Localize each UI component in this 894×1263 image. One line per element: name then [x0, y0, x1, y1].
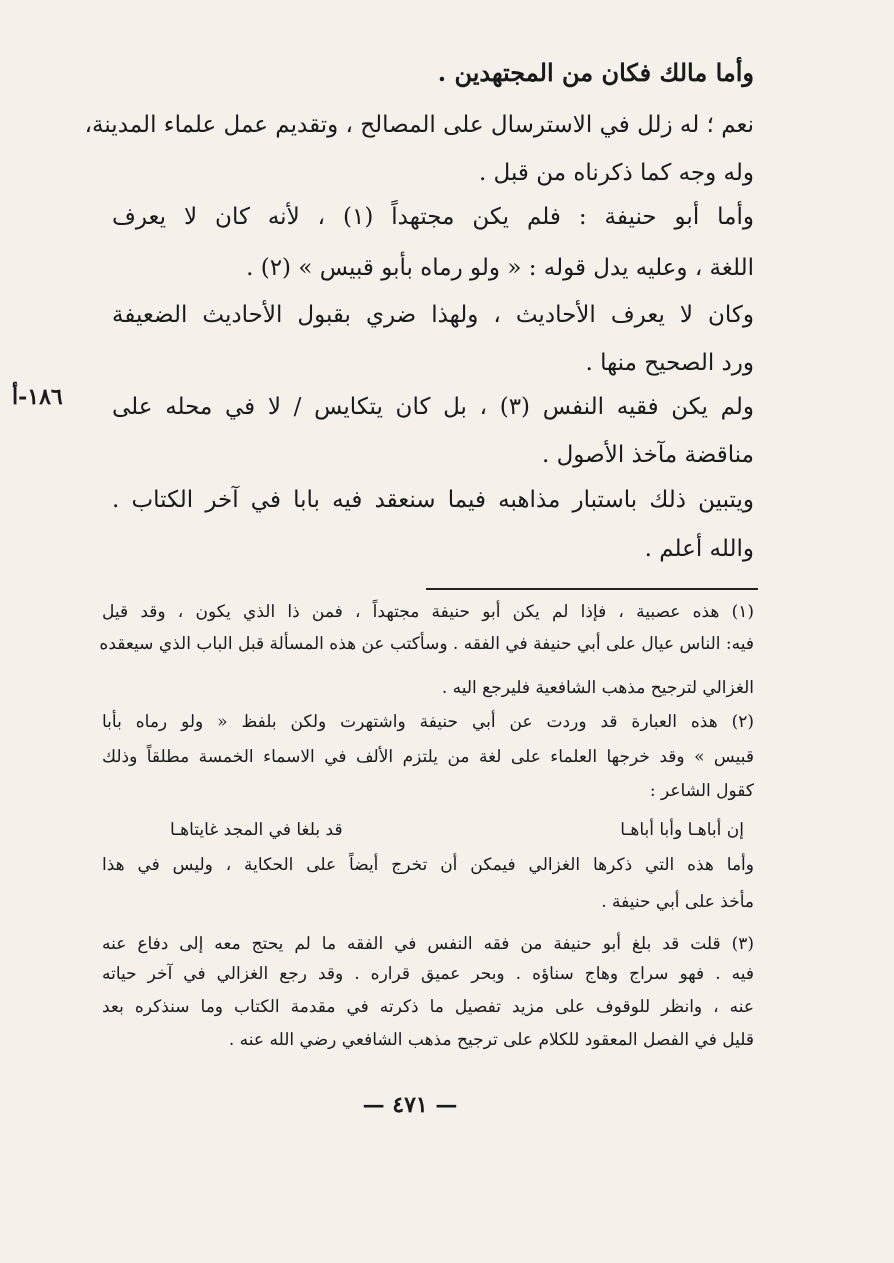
text-line: وله وجه كما ذكرناه من قبل . [478, 160, 754, 186]
footnote-divider [426, 588, 758, 590]
footnote-line: قليل في الفصل المعقود للكلام على ترجيح مذهب الشافعي رضي الله عنه . [228, 1030, 754, 1050]
manuscript-folio-note: ١٨٦-أ [12, 384, 63, 410]
text-line: وكان لا يعرف الأحاديث ، ولهذا ضري بقبول الأحاديث الضعيفة [112, 302, 754, 328]
text-line: ويتبين ذلك باستبار مذاهبه فيما سنعقد فيه بابا في آخر الكتاب . [112, 487, 754, 513]
page-number: — ٤٧١ — [362, 1092, 458, 1118]
verse-first-hemistich: إن أباهـا وأبا أباهـا [620, 820, 744, 840]
text-line: ولم يكن فقيه النفس (٣) ، بل كان يتكايس / لا في محله على [112, 394, 754, 420]
text-line: وأما مالك فكان من المجتهدين . [437, 58, 754, 87]
footnote-line: (٢) هذه العبارة قد وردت عن أبي حنيفة واشتهرت ولكن بلفظ « ولو رماه بأبا [102, 712, 754, 732]
verse-second-hemistich: قد بلغا في المجد غايتاهـا [170, 820, 343, 840]
text-line: والله أعلم . [644, 536, 754, 562]
footnote-line: عنه ، وانظر للوقوف على مزيد تفصيل ما ذكرته في مقدمة الكتاب وما سنذكره بعد [102, 997, 755, 1017]
text-line: اللغة ، وعليه يدل قوله : « ولو رماه بأبو قبيس » (٢) . [246, 255, 754, 281]
footnote-line: الغزالي لترجيح مذهب الشافعية فليرجع اليه . [441, 678, 754, 698]
footnote-line: قبيس » وقد خرجها العلماء على لغة من يلتزم الألف في الاسماء الخمسة مطلقاً وذلك [102, 747, 754, 767]
text-line: ورد الصحيح منها . [585, 350, 754, 376]
footnote-line: (١) هذه عصبية ، فإذا لم يكن أبو حنيفة مجتهداً ، فمن ذا الذي يكون ، وقد قيل [102, 602, 754, 622]
text-line: مناقضة مآخذ الأصول . [541, 442, 754, 468]
footnote-line: كقول الشاعر : [649, 781, 754, 801]
footnote-line: فيه: الناس عيال على أبي حنيفة في الفقه . وسأكتب عن هذه المسألة قبل الباب الذي سيعقده [99, 634, 754, 654]
footnote-line: وأما هذه التي ذكرها الغزالي فيمكن أن تخرج أيضاً على الحكاية ، وليس في هذا [102, 855, 754, 875]
footnote-line: (٣) قلت قد بلغ أبو حنيفة من فقه النفس في الفقه ما لم يحتج معه إلى دفاع عنه [102, 934, 754, 954]
footnote-line: فيه . فهو سراج وهاج سناؤه . وبحر عميق قراره . وقد رجع الغزالي في آخر حياته [102, 964, 754, 984]
footnote-line: مأخذ على أبي حنيفة . [601, 892, 754, 912]
text-line: وأما أبو حنيفة : فلم يكن مجتهداً (١) ، لأنه كان لا يعرف [112, 204, 754, 230]
text-line: نعم ؛ له زلل في الاسترسال على المصالح ، وتقديم عمل علماء المدينة، [84, 112, 754, 138]
